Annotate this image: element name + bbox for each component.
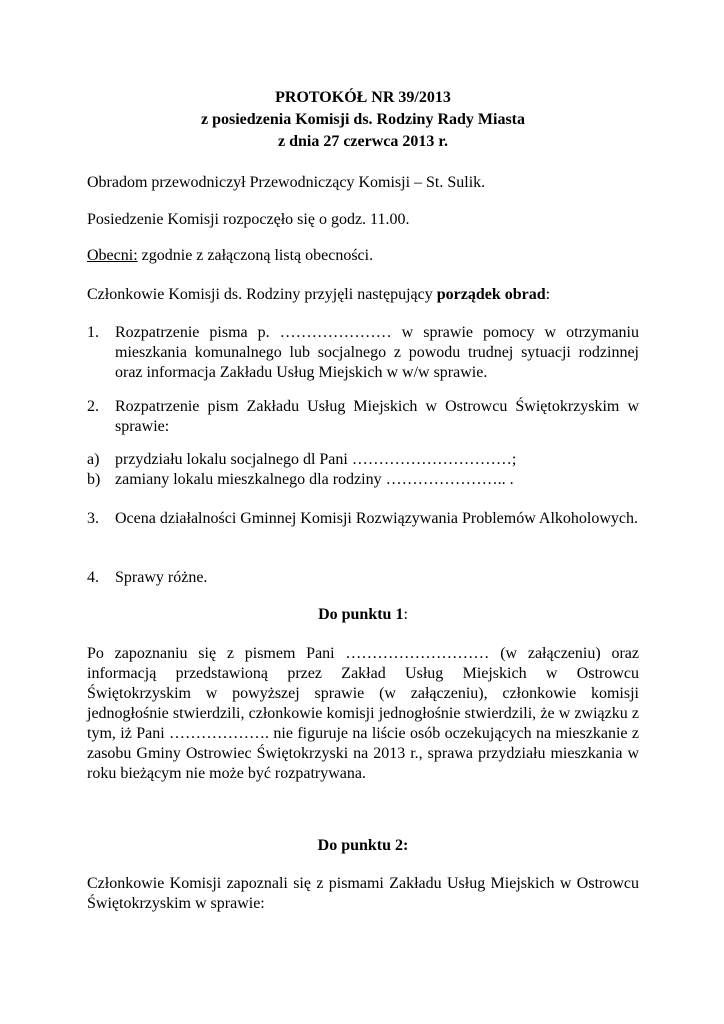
agenda-subitem-text: przydziału lokalu socjalnego dl Pani …………………………; xyxy=(115,451,517,468)
agenda-intro xyxy=(87,285,639,305)
attendance-label: Obecni: xyxy=(87,247,138,264)
agenda-subitem-marker: a) xyxy=(87,451,100,468)
point-2-heading: Do punktu 2: xyxy=(317,837,409,854)
point-1-body: Po zapoznaniu się z pismem Pani ……………………… (w załączeniu) oraz informacją przedstawioną przez Zakład Usług Miejskich w Ostrowcu Świętokrzyskim w powyższej sprawie (w załączeniu), członkowie komisji jednogłośnie stwierdzili, członkowie komisji jednogłośnie stwierdzili, że w związku z tym, iż Pani ………………. nie figuruje na liście osób oczekujących na mieszkanie z zasobu Gminy Ostrowiec Świętokrzyski na 2013 r., sprawa przydziału mieszkania w roku bieżącym nie może być rozpatrywana. xyxy=(87,645,639,782)
agenda-item-4 xyxy=(87,568,639,588)
agenda-item-number: 1. xyxy=(87,324,99,341)
agenda-intro-text: Członkowie Komisji ds. Rodziny przyjęli następujący xyxy=(87,286,437,303)
point-2-body: Członkowie Komisji zapoznali się z pismami Zakładu Usług Miejskich w Ostrowcu Świętokrzyskim w sprawie: xyxy=(87,875,639,912)
agenda-item-2 xyxy=(87,397,639,437)
protocol-title: PROTOKÓŁ NR 39/2013 xyxy=(275,89,451,106)
point-1-heading xyxy=(87,605,639,625)
protocol-date: z dnia 27 czerwca 2013 r. xyxy=(277,133,449,150)
agenda-subitem-text: zamiany lokalu mieszkalnego dla rodziny ………………….. . xyxy=(115,471,514,488)
agenda-subitem-b xyxy=(87,470,639,490)
start-time-paragraph: Posiedzenie Komisji rozpoczęło się o godz. 11.00. xyxy=(87,211,410,228)
agenda-item-text: Ocena działalności Gminnej Komisji Rozwiązywania Problemów Alkoholowych. xyxy=(115,510,638,527)
agenda-item-number: 3. xyxy=(87,510,99,527)
point-1-heading-colon: : xyxy=(403,606,408,623)
agenda-subitem-marker: b) xyxy=(87,471,101,488)
protocol-subtitle: z posiedzenia Komisji ds. Rodziny Rady Miasta xyxy=(200,111,525,128)
agenda-item-text: Rozpatrzenie pism Zakładu Usług Miejskich w Ostrowcu Świętokrzyskim w sprawie: xyxy=(115,398,639,435)
attendance-paragraph xyxy=(87,246,639,266)
attendance-text: zgodnie z załączoną listą obecności. xyxy=(137,247,374,264)
agenda-item-number: 4. xyxy=(87,569,99,586)
agenda-item-text: Sprawy różne. xyxy=(115,569,208,586)
chair-paragraph: Obradom przewodniczył Przewodniczący Komisji – St. Sulik. xyxy=(87,174,486,191)
agenda-item-1 xyxy=(87,323,639,383)
agenda-intro-colon: : xyxy=(545,286,551,303)
agenda-intro-bold: porządek obrad xyxy=(436,286,546,303)
agenda-item-text: Rozpatrzenie pisma p. ………………… w sprawie pomocy w otrzymaniu mieszkania komunalnego lub socjalnego z powodu trudnej sytuacji rodzinnej oraz informacja Zakładu Usług Miejskich w w/w sprawie. xyxy=(115,324,639,381)
agenda-item-3 xyxy=(87,509,639,529)
agenda-item-number: 2. xyxy=(87,398,99,415)
agenda-subitem-a xyxy=(87,450,639,470)
point-1-heading-bold: Do punktu 1 xyxy=(318,606,404,623)
